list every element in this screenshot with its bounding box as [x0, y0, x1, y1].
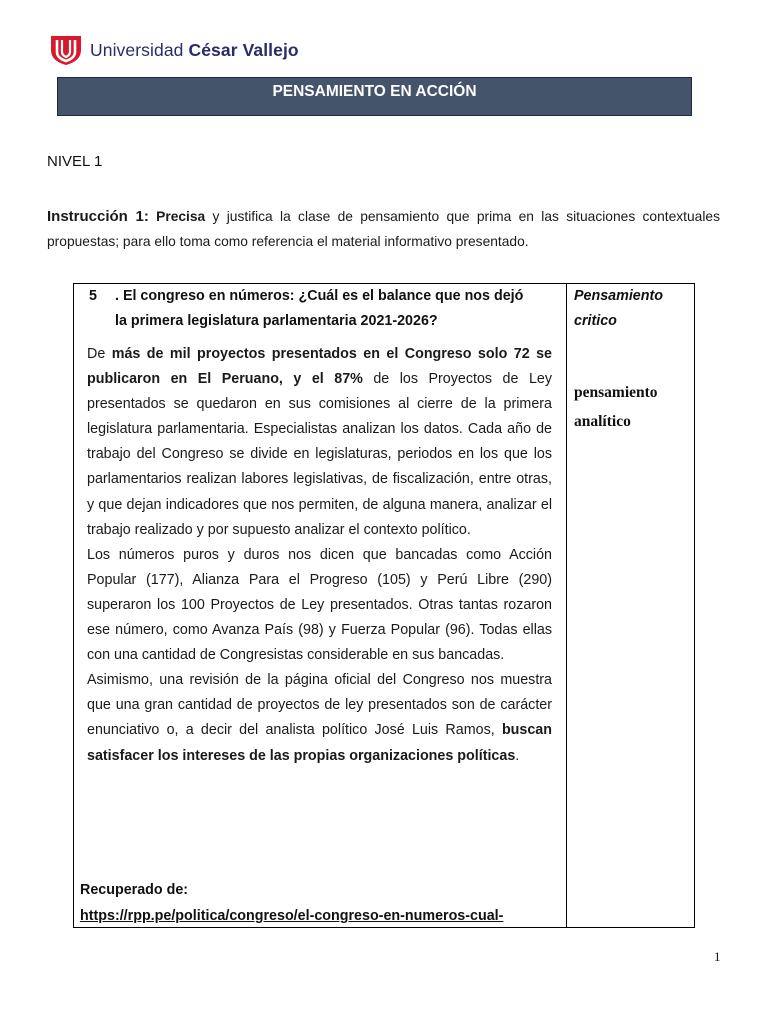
- university-name: Universidad César Vallejo: [90, 39, 299, 60]
- question-heading: [89, 284, 551, 334]
- answer-critical-thinking: Pensamiento critico: [574, 288, 663, 329]
- instruction-paragraph: [47, 204, 720, 254]
- article-paragraph-3: Asimismo, una revisión de la página oficial del Congreso nos muestra que una gran cantidad de proyectos de ley presentados son de carácter enunciativo o, a decir del analista político José Luis Ramos, buscan satisfacer los intereses de las propias organizaciones políticas.: [87, 672, 552, 764]
- instruction-verb: Precisa: [156, 209, 206, 224]
- article-text: [87, 342, 552, 769]
- page-number: 1: [714, 949, 721, 964]
- ucv-shield-icon: [50, 34, 82, 66]
- page-title-banner: PENSAMIENTO EN ACCIÓN: [57, 77, 692, 116]
- source-label: Recuperado de:: [80, 882, 189, 898]
- university-logo: [50, 34, 299, 66]
- instruction-text: y justifica la clase de pensamiento que prima en las situaciones contextuales propuestas; para ello toma como referencia el material informativo presentado.: [47, 209, 720, 249]
- level-heading: NIVEL 1: [47, 153, 103, 170]
- question-line-1: . El congreso en números: ¿Cuál es el balance que nos dejó: [115, 288, 524, 304]
- article-paragraph-1: De más de mil proyectos presentados en el Congreso solo 72 se publicaron en El Peruano, y el 87% de los Proyectos de Ley presentados se quedaron en sus comisiones al cierre de la primera legislatura parlamentaria. Especialistas analizan los datos. Cada año de trabajo del Congreso se divide en legislaturas, periodos en los que los parlamentarios realizan labores legislativas, de fiscalización, entre otras, y que dejan indicadores que nos permiten, de alguna manera, analizar el trabajo realizado y por supuesto analizar el contexto político.: [87, 346, 553, 538]
- question-number: 5: [89, 288, 97, 304]
- source-link[interactable]: https://rpp.pe/politica/congreso/el-congreso-en-numeros-cual-: [80, 908, 504, 924]
- source-reference: [80, 877, 503, 929]
- table-column-divider: [566, 284, 567, 927]
- instruction-label: Instrucción 1:: [47, 208, 149, 225]
- answer-analytical-thinking: pensamiento analítico: [574, 384, 658, 430]
- content-table: [73, 283, 695, 927]
- article-paragraph-2: Los números puros y duros nos dicen que bancadas como Acción Popular (177), Alianza Para el Progreso (105) y Perú Libre (290) superaron los 100 Proyectos de Ley presentados. Otras tantas rozaron ese número, como Avanza País (98) y Fuerza Popular (96). Todas ellas con una cantidad de Congresistas considerable en sus bancadas.: [87, 546, 552, 664]
- question-line-2: la primera legislatura parlamentaria 2021-2026?: [115, 313, 438, 329]
